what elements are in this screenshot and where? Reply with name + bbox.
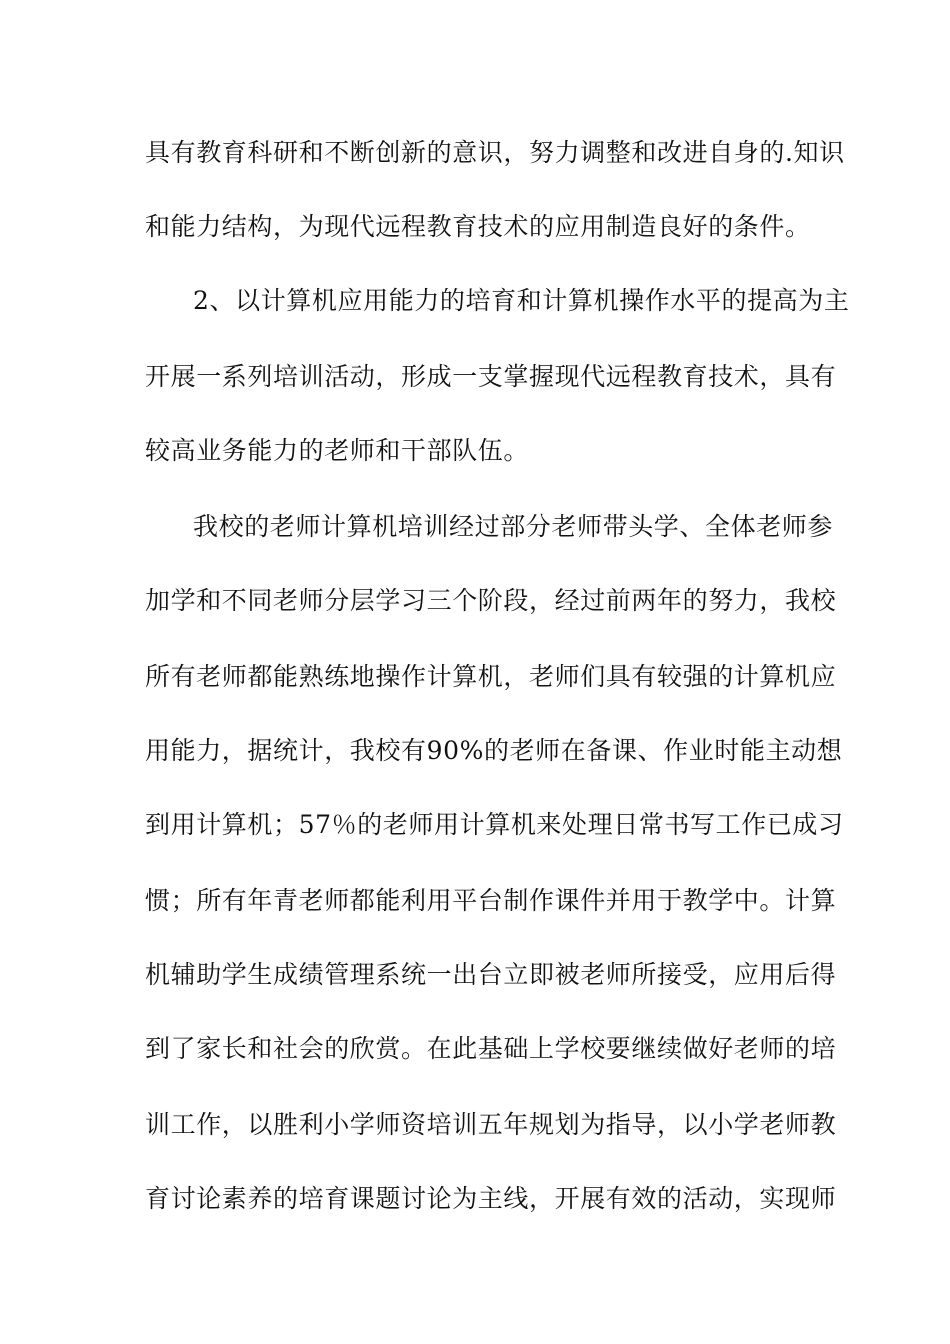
text-line: 具有教育科研和不断创新的意识，努力调整和改进自身的.知识 xyxy=(145,138,845,167)
text-line: 用能力，据统计，我校有90%的老师在备课、作业时能主动想 xyxy=(145,736,843,765)
text-line: 较高业务能力的老师和干部队伍。 xyxy=(145,436,530,465)
text-line: 训工作，以胜利小学师资培训五年规划为指导，以小学老师教 xyxy=(145,1110,837,1139)
text-line: 开展一系列培训活动，形成一支掌握现代远程教育技术，具有 xyxy=(145,362,837,391)
text-line: 育讨论素养的培育课题讨论为主线，开展有效的活动，实现师 xyxy=(145,1184,837,1213)
text-line: 惯；所有年青老师都能利用平台制作课件并用于教学中。计算 xyxy=(145,886,837,915)
text-line: 2、以计算机应用能力的培育和计算机操作水平的提高为主 xyxy=(193,286,850,315)
text-line: 机辅助学生成绩管理系统一出台立即被老师所接受，应用后得 xyxy=(145,960,837,989)
text-line: 到用计算机；57％的老师用计算机来处理日常书写工作已成习 xyxy=(145,810,844,839)
text-line: 和能力结构，为现代远程教育技术的应用制造良好的条件。 xyxy=(145,212,811,241)
text-line: 我校的老师计算机培训经过部分老师带头学、全体老师参 xyxy=(193,512,834,541)
text-line: 所有老师都能熟练地操作计算机，老师们具有较强的计算机应 xyxy=(145,662,837,691)
text-line: 到了家长和社会的欣赏。在此基础上学校要继续做好老师的培 xyxy=(145,1034,837,1063)
text-line: 加学和不同老师分层学习三个阶段，经过前两年的努力，我校 xyxy=(145,586,837,615)
